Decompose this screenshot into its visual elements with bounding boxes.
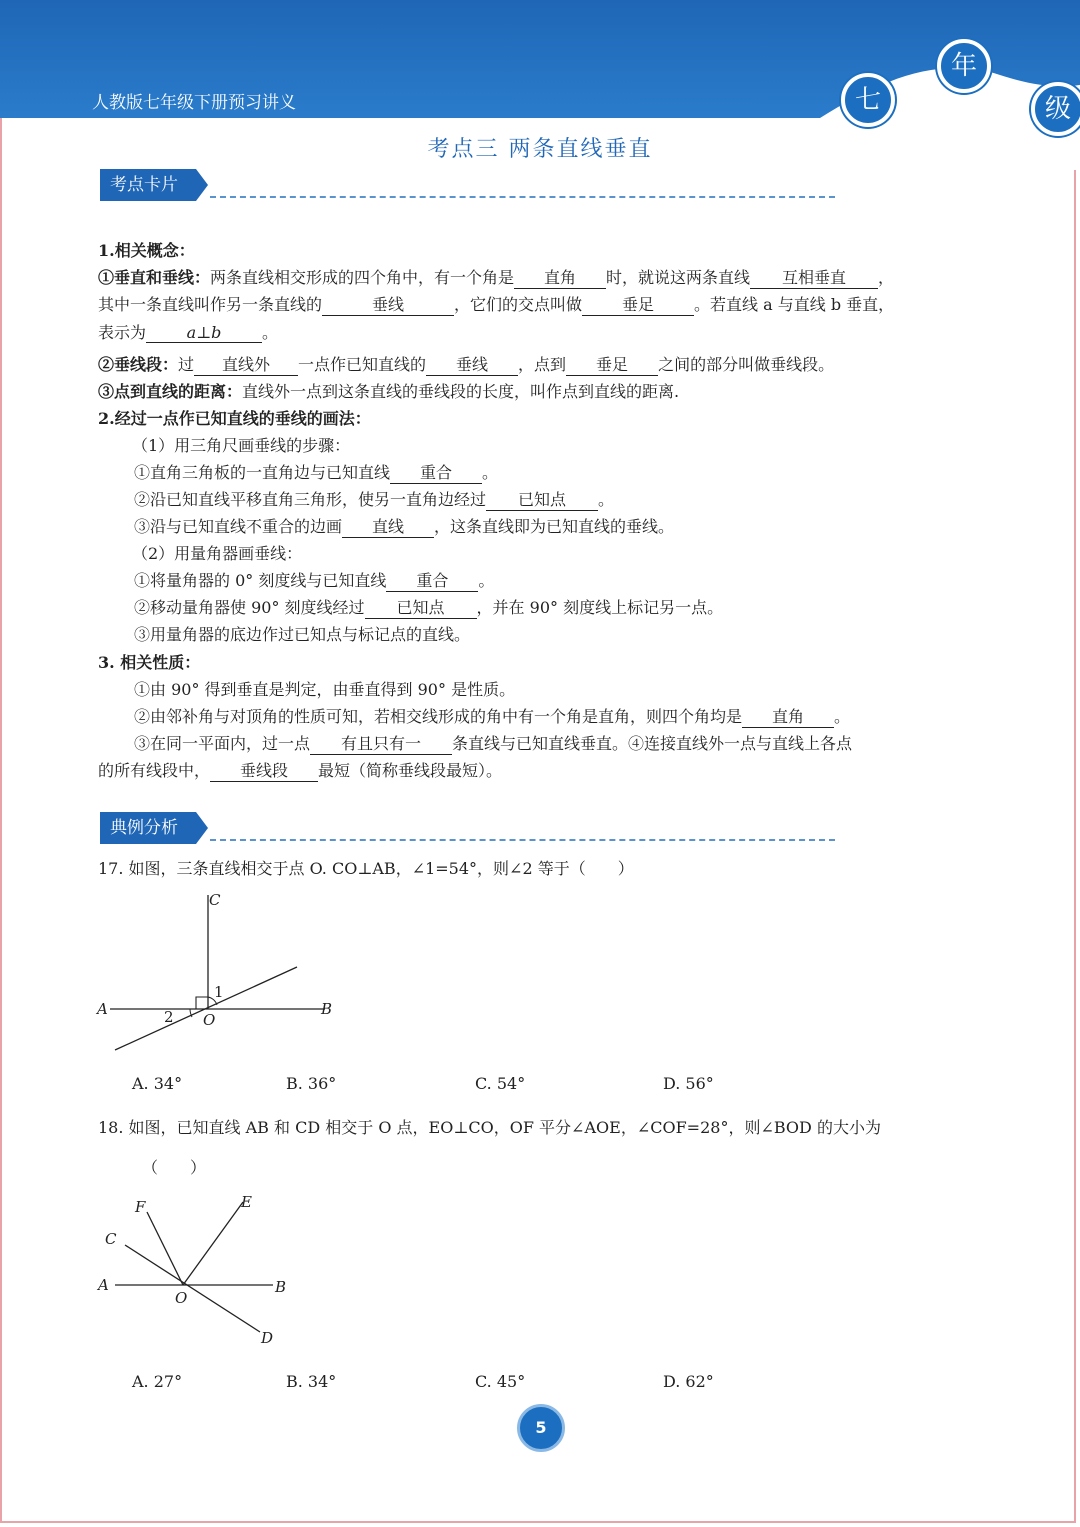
heading-concepts: 1.相关概念：: [98, 241, 195, 260]
q18-label-a: A: [98, 1276, 109, 1294]
concept-line: 表示为 a⊥b 。: [98, 323, 279, 342]
header-title: 人教版七年级下册预习讲义: [92, 93, 296, 113]
grade-badge-qi: 七: [841, 73, 895, 127]
q18-label-c: C: [105, 1230, 117, 1248]
concept-line: ②垂线段：过 直线外 一点作已知直线的 垂线 ，点到 垂足 之间的部分叫做垂线段。: [98, 352, 834, 376]
q18-paren: （ ）: [142, 1158, 207, 1177]
step-line: ①将量角器的 0° 刻度线与已知直线 重合 。: [134, 568, 494, 592]
step-heading: （1）用三角尺画垂线的步骤：: [132, 436, 351, 455]
page-header: [0, 0, 1080, 124]
q17-option-b: B. 36°: [286, 1074, 337, 1093]
tag-examples: 典例分析: [100, 812, 196, 844]
q17-label-b: B: [321, 1000, 333, 1018]
property-line: ③在同一平面内，过一点 有且只有一 条直线与已知直线垂直。④连接直线外一点与直线上各点: [134, 731, 852, 755]
page-number: 5: [517, 1404, 565, 1452]
q17-figure: [95, 885, 355, 1060]
q17-label-c: C: [209, 891, 221, 909]
step-line: ③沿与已知直线不重合的边画 直线 ，这条直线即为已知直线的垂线。: [134, 514, 674, 538]
concept-line: 其中一条直线叫作另一条直线的 垂线 ，它们的交点叫做 垂足 。若直线 a 与直线 b 垂直，: [98, 292, 894, 316]
q18-option-d: D. 62°: [663, 1372, 714, 1391]
q17-label-o: O: [203, 1011, 216, 1029]
grade-badge-ji: 级: [1031, 82, 1080, 136]
q18-option-a: A. 27°: [132, 1372, 183, 1391]
step-line: ③用量角器的底边作过已知点与标记点的直线。: [134, 625, 471, 644]
q18-label-e: E: [241, 1193, 252, 1211]
heading-properties: 3. 相关性质：: [98, 653, 201, 672]
step-line: ②沿已知直线平移直角三角形，使另一直角边经过 已知点 。: [134, 487, 614, 511]
concept-line: ③点到直线的距离：直线外一点到这条直线的垂线段的长度，叫作点到直线的距离.: [98, 382, 680, 401]
section-title: 考点三 两条直线垂直: [427, 137, 653, 162]
property-line: ②由邻补角与对顶角的性质可知，若相交线形成的角中有一个角是直角，则四个角均是 直角 。: [134, 704, 850, 728]
q18-stem: 18. 如图，已知直线 AB 和 CD 相交于 O 点，EO⊥CO，OF 平分∠AOE，∠COF=28°，则∠BOD 的大小为: [98, 1118, 881, 1137]
grade-badge-nian: 年: [937, 39, 991, 93]
q17-option-c: C. 54°: [475, 1074, 526, 1093]
property-line: ①由 90° 得到垂直是判定，由垂直得到 90° 是性质。: [134, 680, 516, 699]
q17-option-d: D. 56°: [663, 1074, 714, 1093]
step-heading: （2）用量角器画垂线：: [132, 544, 303, 563]
q17-angle-1: 1: [214, 983, 224, 1001]
q17-label-a: A: [97, 1000, 108, 1018]
q18-label-d: D: [261, 1329, 274, 1347]
q17-stem: 17. 如图，三条直线相交于点 O. CO⊥AB，∠1=54°，则∠2 等于（ ）: [98, 859, 634, 878]
concept-line: ①垂直和垂线：两条直线相交形成的四个角中，有一个角是 直角 时，就说这两条直线 互相垂直 ，: [98, 265, 894, 289]
step-line: ②移动量角器使 90° 刻度线经过 已知点 ，并在 90° 刻度线上标记另一点。: [134, 595, 723, 619]
step-line: ①直角三角板的一直角边与已知直线 重合 。: [134, 460, 498, 484]
tag-card: 考点卡片: [100, 169, 196, 201]
q18-option-c: C. 45°: [475, 1372, 526, 1391]
q18-label-f: F: [135, 1198, 146, 1216]
q18-figure: [95, 1190, 305, 1350]
heading-method: 2.经过一点作已知直线的垂线的画法：: [98, 409, 371, 428]
divider: [210, 196, 835, 198]
q18-label-b: B: [275, 1278, 287, 1296]
q17-option-a: A. 34°: [132, 1074, 183, 1093]
q17-angle-2: 2: [164, 1008, 174, 1026]
q18-label-o: O: [175, 1289, 188, 1307]
property-line: 的所有线段中， 垂线段 最短（简称垂线段最短）。: [98, 758, 502, 782]
q18-option-b: B. 34°: [286, 1372, 337, 1391]
divider: [210, 839, 835, 841]
